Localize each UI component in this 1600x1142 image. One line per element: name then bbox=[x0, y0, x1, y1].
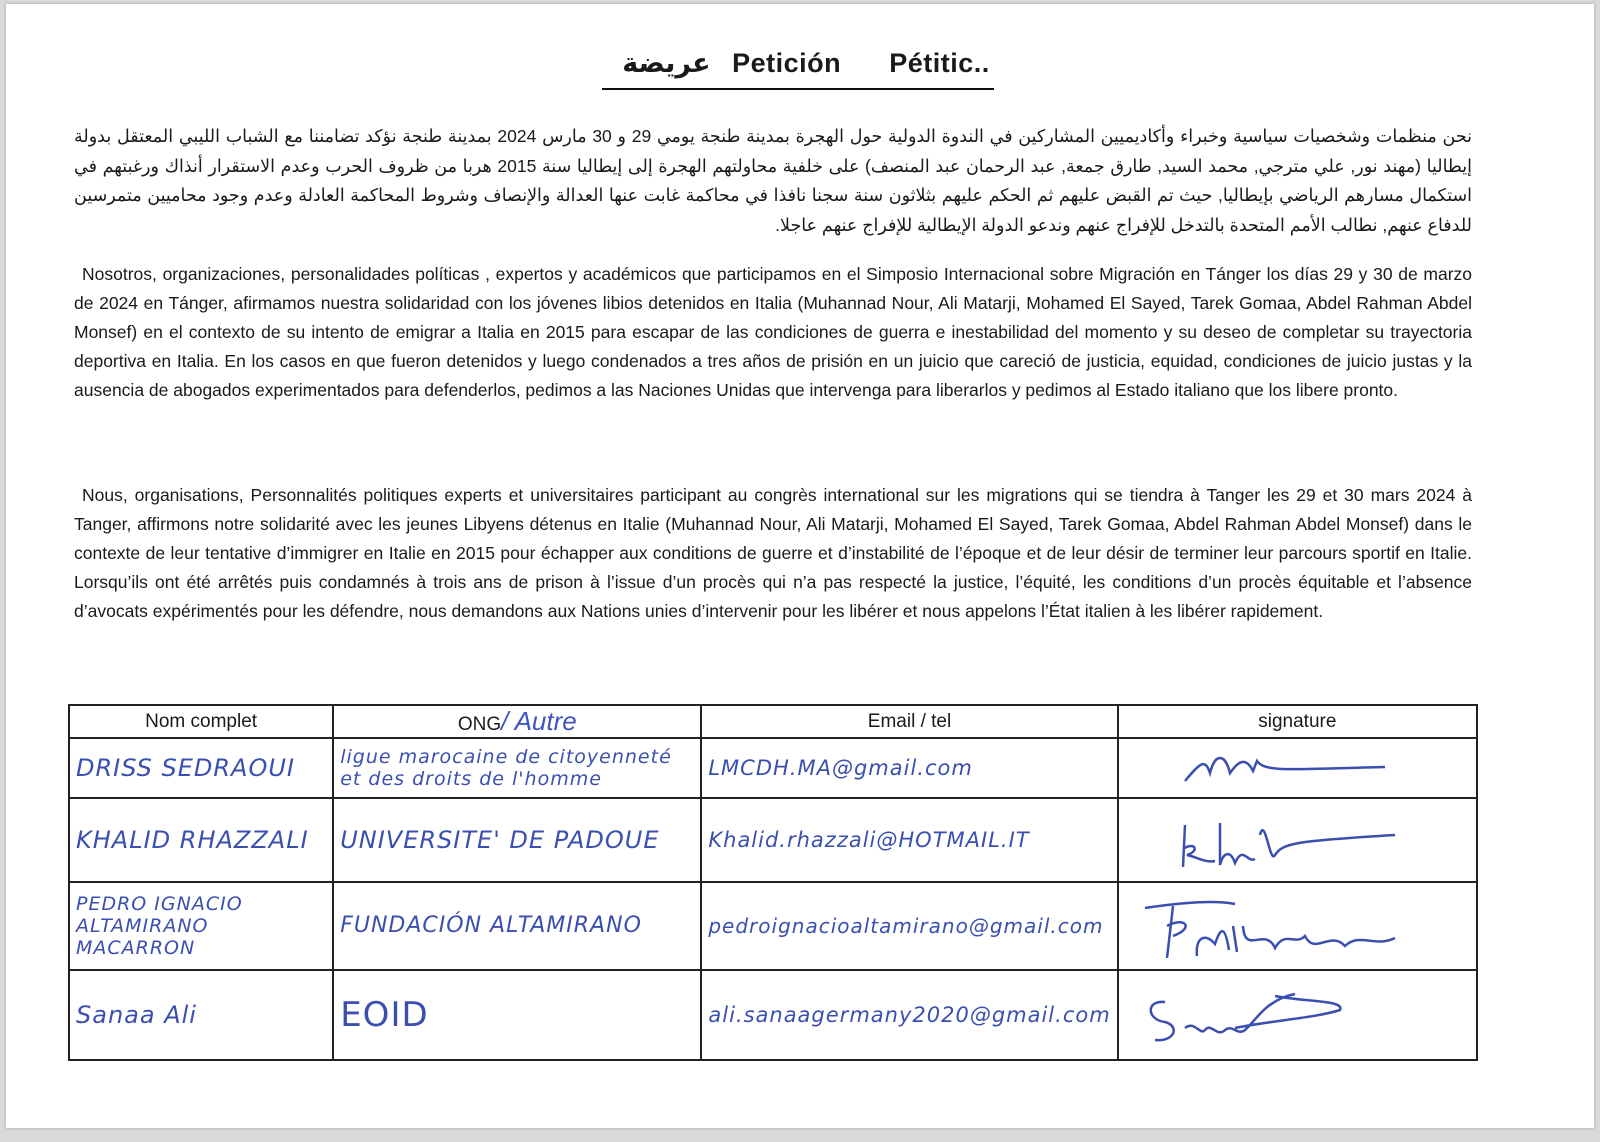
row-name: DRISS SEDRAOUI bbox=[69, 738, 333, 798]
row-contact: pedroignacioaltamirano@gmail.com bbox=[701, 882, 1117, 970]
signature-mark bbox=[1118, 882, 1477, 970]
handwritten-signature-icon bbox=[1125, 886, 1425, 966]
table-row bbox=[69, 798, 1477, 882]
row-name: Sanaa Ali bbox=[69, 970, 333, 1060]
signature-mark bbox=[1118, 798, 1477, 882]
header-ong-handwritten: / Autre bbox=[501, 706, 577, 736]
row-contact: Khalid.rhazzali@HOTMAIL.IT bbox=[701, 798, 1117, 882]
signature-table bbox=[68, 704, 1478, 1061]
spanish-paragraph: Nosotros, organizaciones, personalidades políticas , expertos y académicos que participamos en el Simposio Internacional sobre Migración en Tánger los días 29 y 30 de marzo de 2024 en Tánger, afirmamos nuestra solidaridad con los jóvenes libios detenidos en Italia (Muhannad Nour, Ali Matarji, Mohamed El Sayed, Tarek Gomaa, Abdel Rahman Abdel Monsef) en el contexto de su intento de emigrar a Italia en 2015 para escapar de las condiciones de guerra e inestabilidad del momento y su deseo de completar su trayectoria deportiva en Italia. En los casos en que fueron detenidos y luego condenados a tres años de prisión en un juicio que careció de justicia, equidad, condiciones de juicio justas y la ausencia de abogados experimentados para defenderlos, pedimos a las Naciones Unidas que intervenga para liberarlos y pedimos al Estado italiano que los libere pronto. bbox=[74, 264, 1472, 400]
row-ong: ligue marocaine de citoyenneté et des droits de l'homme bbox=[333, 738, 701, 798]
handwritten-signature-icon bbox=[1125, 980, 1425, 1050]
header-ong-label: ONG bbox=[457, 714, 502, 735]
row-name: KHALID RHAZZALI bbox=[69, 798, 333, 882]
signature-mark bbox=[1118, 970, 1477, 1060]
petition-page bbox=[6, 4, 1594, 1128]
header-contact: Email / tel bbox=[701, 705, 1117, 738]
table-row bbox=[69, 970, 1477, 1060]
row-contact: ali.sanaagermany2020@gmail.com bbox=[701, 970, 1117, 1060]
petition-title bbox=[6, 48, 1600, 79]
french-paragraph: Nous, organisations, Personnalités politiques experts et universitaires participant au congrès international sur les migrations qui se tiendra à Tanger les 29 et 30 mars 2024 à Tanger, affirmons notre solidarité avec les jeunes Libyens détenus en Italie (Muhannad Nour, Ali Matarji, Mohamed El Sayed, Tarek Gomaa, Abdel Rahman Abdel Monsef) dans le contexte de leur tentative d’immigrer en Italie en 2015 pour échapper aux conditions de guerre et d’instabilité de l’époque et de leur désir de terminer leur parcours sportif en Italie. Lorsqu’ils ont été arrêtés puis condamnés à trois ans de prison à l’issue d’un procès qui n’a pas respecté la justice, l’équité, les conditions d’un procès équitable et l’absence d’avocats expérimentés pour les défendre, nous demandons aux Nations unies d’intervenir pour les libérer et nous appelons l’État italien à les libérer rapidement. bbox=[74, 485, 1472, 621]
title-spanish: Petición bbox=[732, 48, 842, 78]
title-french: Pétitic.. bbox=[889, 48, 990, 78]
row-ong: UNIVERSITE' DE PADOUE bbox=[333, 798, 701, 882]
handwritten-signature-icon bbox=[1125, 805, 1425, 875]
row-name: PEDRO IGNACIO ALTAMIRANO MACARRON bbox=[69, 882, 333, 970]
signature-mark bbox=[1118, 738, 1477, 798]
table-row bbox=[69, 738, 1477, 798]
arabic-paragraph: نحن منظمات وشخصيات سياسية وخبراء وأكاديميين المشاركين في الندوة الدولية حول الهجرة بمدينة طنجة يومي 29 و 30 مارس 2024 بمدينة طنجة نؤكد تضامننا مع الشباب الليبي المعتقل بدولة إيطاليا (مهند نور, علي مترجي, محمد السيد, طارق جمعة, عبد الرحمان عبد المنصف) على خلفية محاولتهم الهجرة إلى إيطاليا سنة 2015 هربا من ظروف الحرب وعدم الاستقرار أنذاك ورغبتهم في استكمال مسارهم الرياضي بإيطاليا, حيث تم القبض عليهم ثم الحكم عليهم بثلاثون سنة سجنا نافذا في محاكمة غابت عنها العدالة والإنصاف وشروط المحاكمة العادلة وعدم وجود محاميين متمرسين للدفاع عنهم, نطالب الأمم المتحدة بالتدخل للإفراج عنهم وندعو الدولة الإيطالية للإفراج عنهم عاجلا. bbox=[74, 126, 1473, 235]
handwritten-signature-icon bbox=[1125, 743, 1425, 793]
header-signature: signature bbox=[1118, 705, 1477, 738]
table-header-row bbox=[69, 705, 1477, 738]
header-ong bbox=[333, 705, 701, 738]
row-contact: LMCDH.MA@gmail.com bbox=[701, 738, 1117, 798]
title-underline bbox=[602, 88, 994, 90]
table-row bbox=[69, 882, 1477, 970]
row-ong: EOID bbox=[333, 970, 701, 1060]
header-name: Nom complet bbox=[69, 705, 333, 738]
title-arabic: عريضة bbox=[622, 48, 711, 78]
row-ong: FUNDACIÓN ALTAMIRANO bbox=[333, 882, 701, 970]
